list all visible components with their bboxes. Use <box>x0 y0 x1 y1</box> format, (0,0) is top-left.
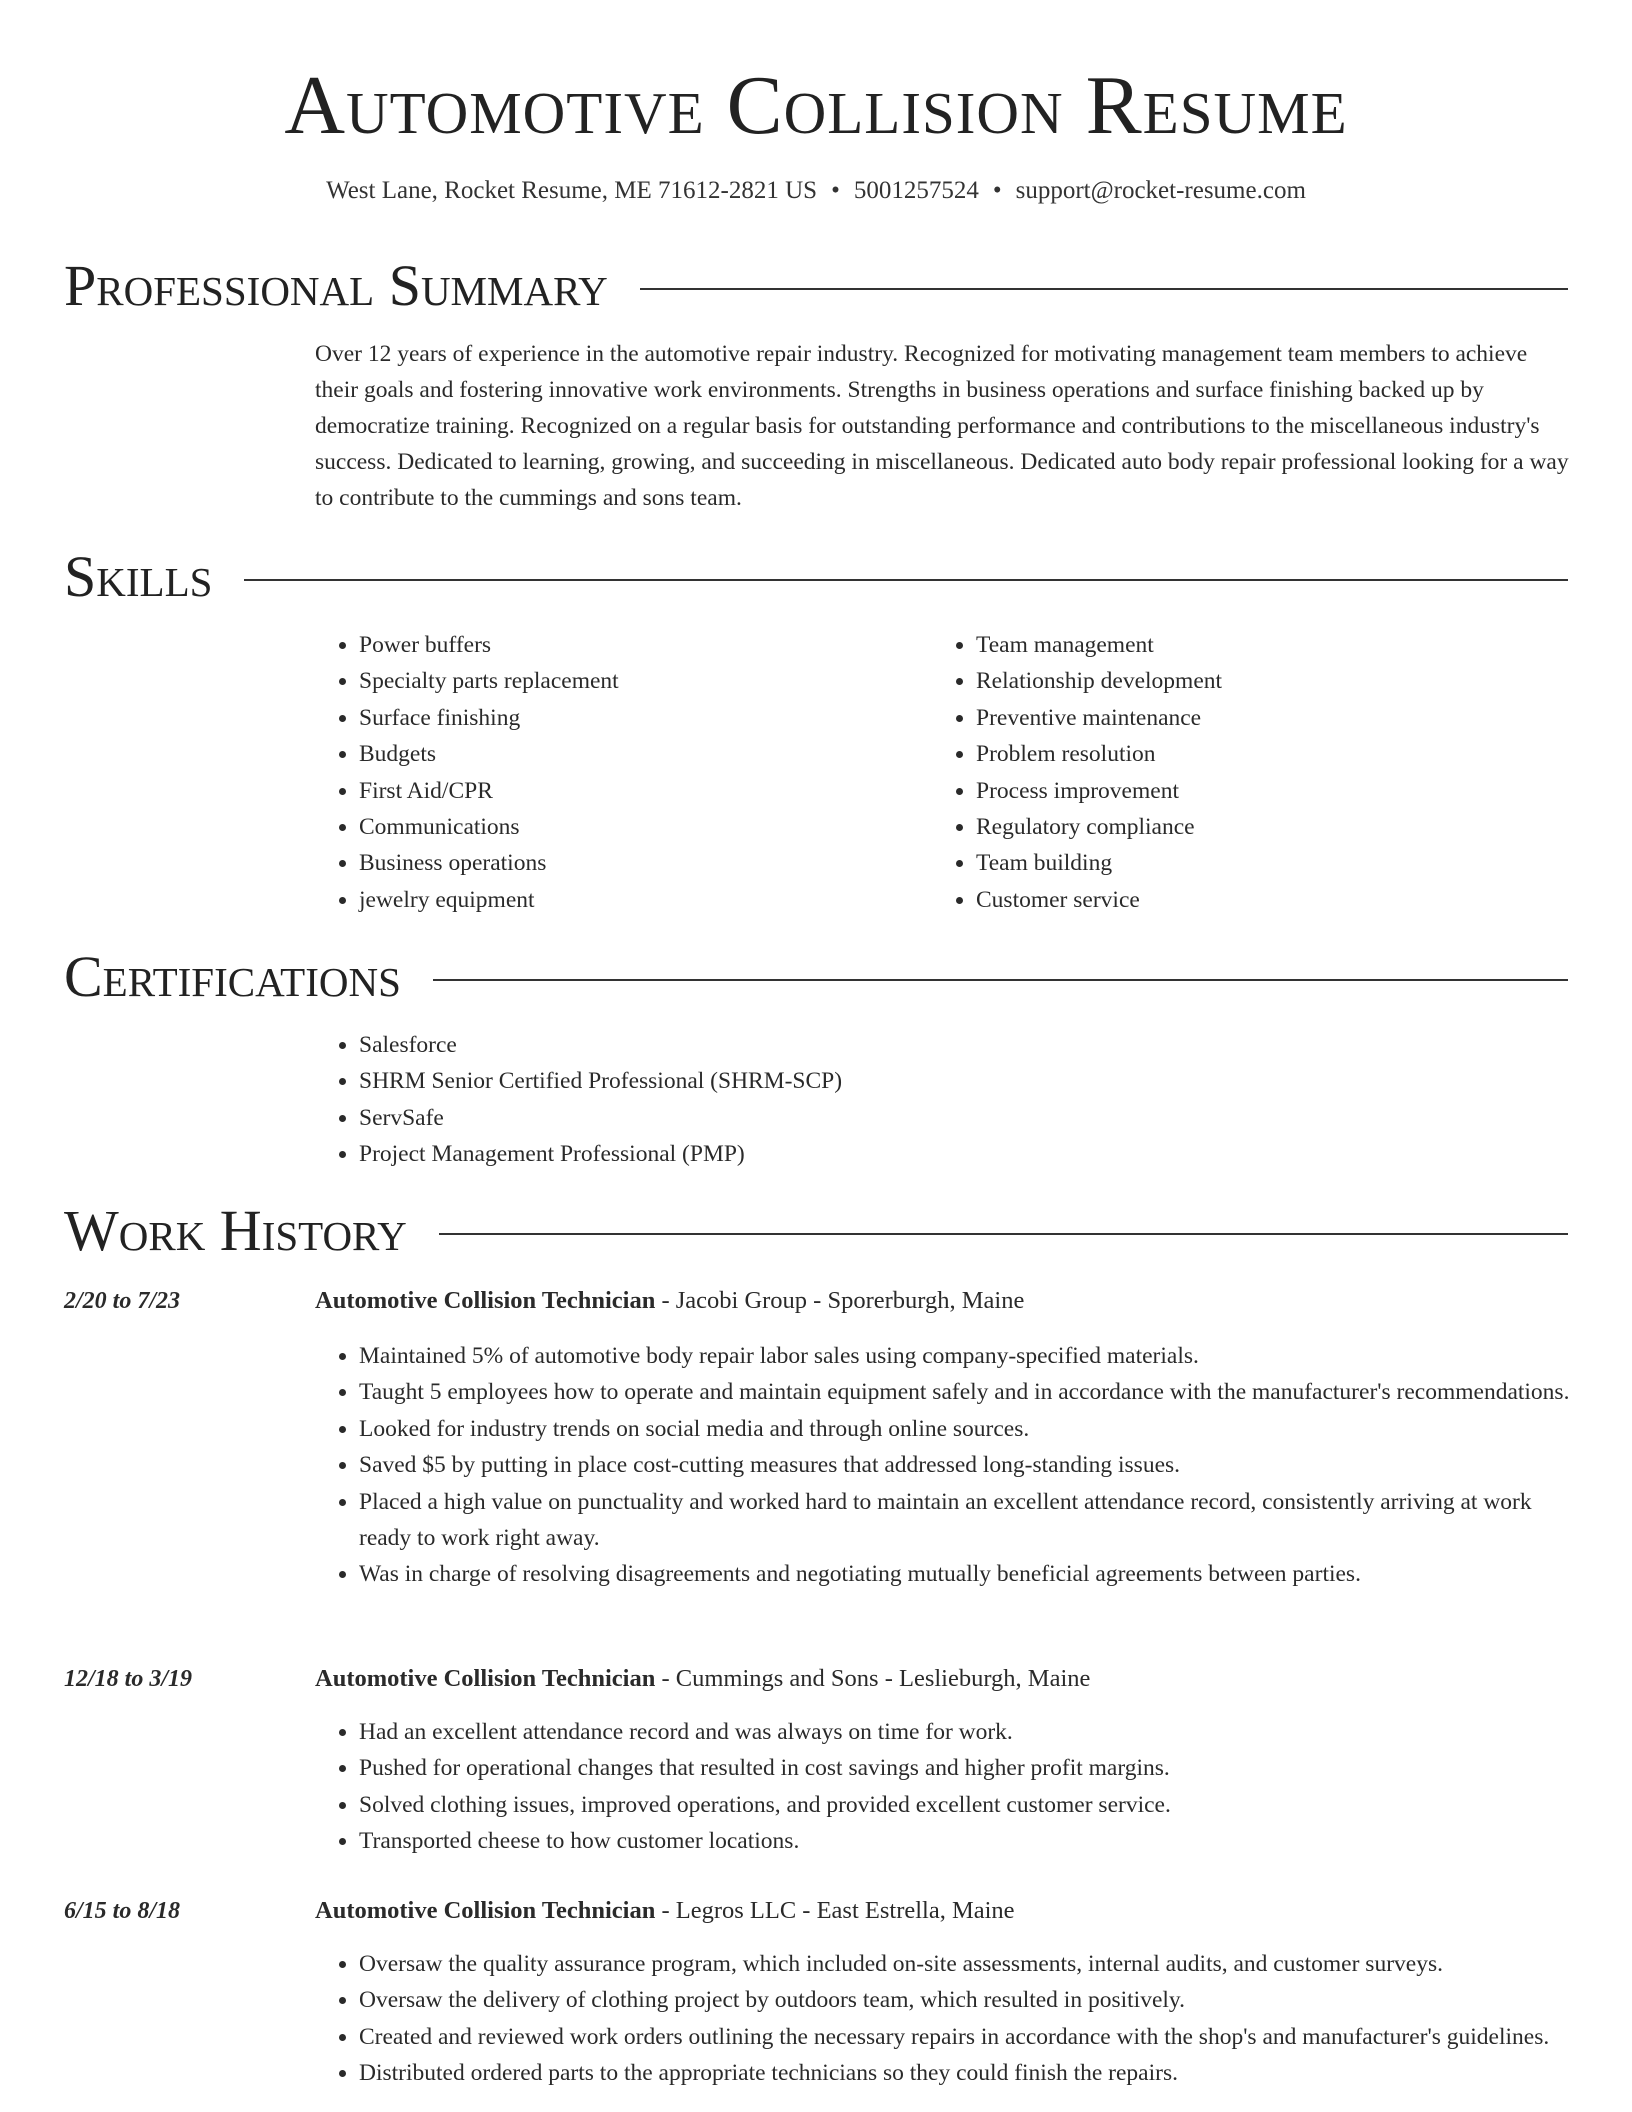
skill-item: • Customer service <box>976 882 1492 918</box>
skills-list-right <box>932 627 1492 918</box>
skill-item: • Problem resolution <box>976 736 1492 772</box>
contact-line <box>0 174 1632 208</box>
certification-item: • Salesforce <box>359 1027 1515 1063</box>
contact-address: West Lane, Rocket Resume, ME 71612-2821 US <box>326 177 818 204</box>
job-bullet: • Maintained 5% of automotive body repair labor sales using company-specified materials. <box>359 1338 1575 1374</box>
job-header <box>315 1284 1024 1318</box>
work-history-section-header <box>64 1199 1568 1263</box>
job-bullets <box>315 1946 1575 2092</box>
summary-text: Over 12 years of experience in the automotive repair industry. Recognized for motivating management team members to achieve their goals and fostering innovative work environments. Strengths in business operations and surface finishing backed up by democratize training. Recognized on a regular basis for outstanding performance and contributions to the miscellaneous industry's success. Dedicated to learning, growing, and succeeding in miscellaneous. Dedicated auto body repair professional looking for a way to contribute to the cummings and sons team. <box>315 341 1569 511</box>
contact-separator: • <box>831 177 840 204</box>
job-bullet: • Saved $5 by putting in place cost-cutting measures that addressed long-standing issues. <box>359 1447 1575 1483</box>
section-divider <box>640 288 1568 290</box>
job-dates: 12/18 to 3/19 <box>64 1666 193 1692</box>
job-bullet: • Looked for industry trends on social media and through online sources. <box>359 1411 1575 1447</box>
section-divider <box>244 579 1568 581</box>
job-bullet: • Transported cheese to how customer locations. <box>359 1823 1575 1859</box>
job-bullet: • Oversaw the quality assurance program, which included on-site assessments, internal audits, and customer surveys. <box>359 1946 1575 1982</box>
job-bullet: • Distributed ordered parts to the appropriate technicians so they could finish the repairs. <box>359 2055 1575 2091</box>
certifications-section-header <box>64 945 1568 1009</box>
job-bullet: • Was in charge of resolving disagreements and negotiating mutually beneficial agreements between parties. <box>359 1556 1575 1592</box>
job-bullets <box>315 1338 1575 1593</box>
certification-item: • Project Management Professional (PMP) <box>359 1136 1515 1172</box>
skills-section-header <box>64 545 1568 609</box>
job-employer: - Cummings and Sons - Leslieburgh, Maine <box>655 1665 1091 1692</box>
job-bullet: • Pushed for operational changes that resulted in cost savings and higher profit margins. <box>359 1750 1575 1786</box>
section-divider <box>439 1233 1568 1235</box>
contact-separator: • <box>992 177 1002 204</box>
resume-title: Automotive Collision Resume <box>284 59 1348 152</box>
summary-section-title: Professional Summary <box>64 253 608 318</box>
certifications-section-title: Certifications <box>64 944 401 1009</box>
skill-item: • Budgets <box>359 736 875 772</box>
job-bullet: • Placed a high value on punctuality and worked hard to maintain an excellent attendance record, consistently arriving at work ready to work right away. <box>359 1484 1575 1557</box>
contact-phone: 5001257524 <box>853 177 979 204</box>
work-history-section-title: Work History <box>64 1198 407 1263</box>
skill-item: • Surface finishing <box>359 700 875 736</box>
job-employer: - Jacobi Group - Sporerburgh, Maine <box>655 1287 1025 1314</box>
job-title: Automotive Collision Technician <box>315 1897 656 1924</box>
certification-item: • SHRM Senior Certified Professional (SHRM-SCP) <box>359 1063 1515 1099</box>
skills-section-title: Skills <box>64 544 213 609</box>
job-title: Automotive Collision Technician <box>315 1665 656 1692</box>
job-header <box>315 1894 1015 1928</box>
skill-item: • Team management <box>976 627 1492 663</box>
summary-section-header <box>64 254 1568 318</box>
skills-list-left <box>315 627 875 918</box>
contact-email: support@rocket-resume.com <box>1015 177 1306 204</box>
job-bullets <box>315 1714 1575 1860</box>
skill-item: • Process improvement <box>976 773 1492 809</box>
skill-item: • Preventive maintenance <box>976 700 1492 736</box>
skill-item: • Specialty parts replacement <box>359 663 875 699</box>
job-title: Automotive Collision Technician <box>315 1287 656 1314</box>
skill-item: • jewelry equipment <box>359 882 875 918</box>
skill-item: • Communications <box>359 809 875 845</box>
job-dates: 2/20 to 7/23 <box>64 1288 181 1314</box>
job-bullet: • Taught 5 employees how to operate and maintain equipment safely and in accordance with the manufacturer's recommendations. <box>359 1374 1575 1410</box>
skill-item: • First Aid/CPR <box>359 773 875 809</box>
job-employer: - Legros LLC - East Estrella, Maine <box>655 1897 1015 1924</box>
job-header <box>315 1662 1090 1696</box>
skill-item: • Power buffers <box>359 627 875 663</box>
job-bullet: • Oversaw the delivery of clothing project by outdoors team, which resulted in positively. <box>359 1982 1575 2018</box>
certification-item: • ServSafe <box>359 1100 1515 1136</box>
skill-item: • Regulatory compliance <box>976 809 1492 845</box>
section-divider <box>433 979 1568 981</box>
job-dates: 6/15 to 8/18 <box>64 1898 181 1924</box>
skill-item: • Business operations <box>359 845 875 881</box>
job-bullet: • Created and reviewed work orders outlining the necessary repairs in accordance with the shop's and manufacturer's guidelines. <box>359 2019 1575 2055</box>
skill-item: • Relationship development <box>976 663 1492 699</box>
job-bullet: • Solved clothing issues, improved operations, and provided excellent customer service. <box>359 1787 1575 1823</box>
job-bullet: • Had an excellent attendance record and was always on time for work. <box>359 1714 1575 1750</box>
certifications-list <box>315 1027 1515 1173</box>
skill-item: • Team building <box>976 845 1492 881</box>
